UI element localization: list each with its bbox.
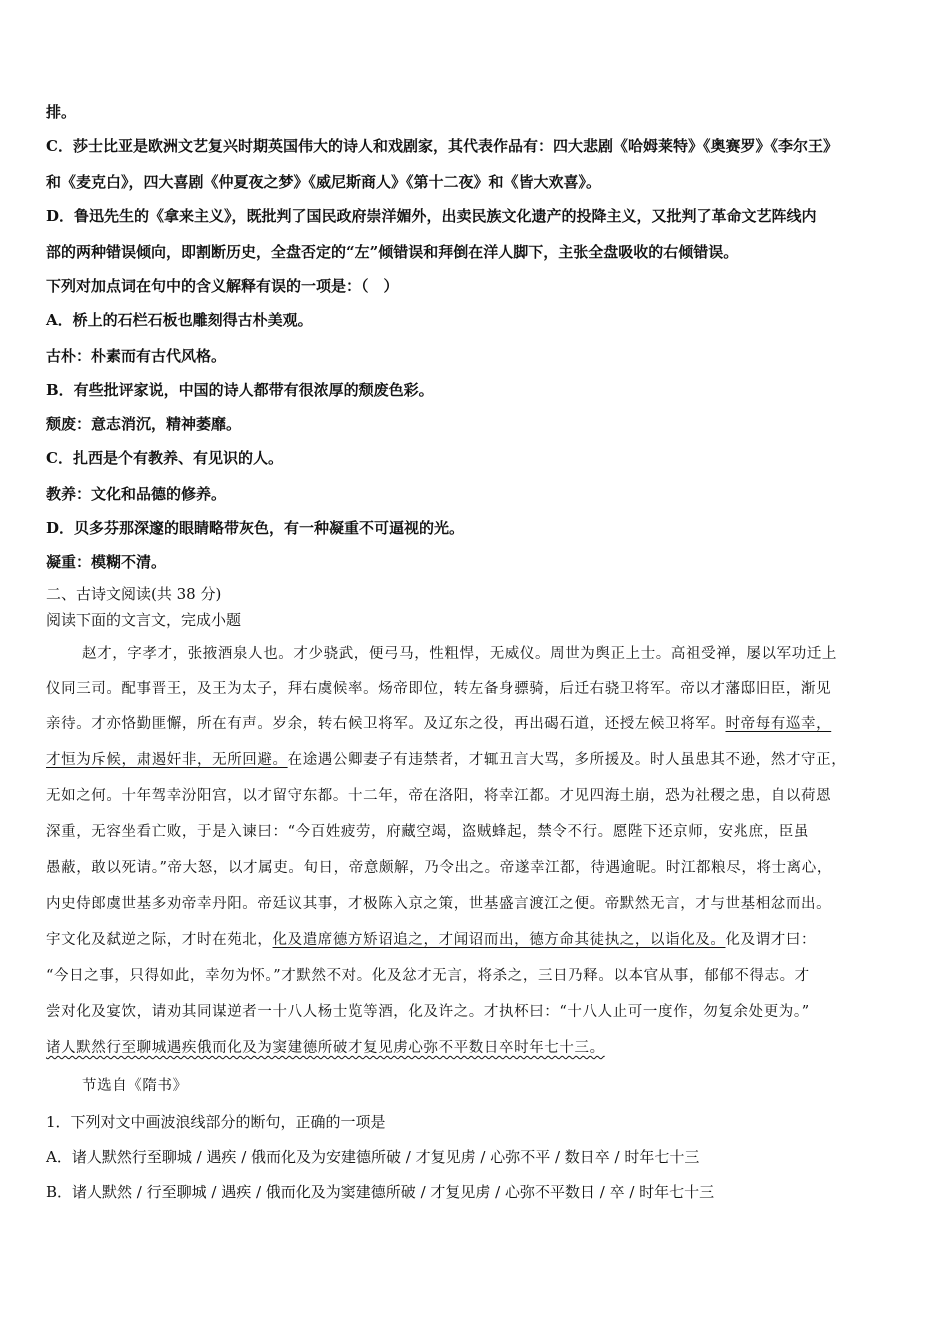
definition-line: 颓废：意志消沉，精神萎靡。: [46, 415, 242, 433]
text-line: 排。: [46, 103, 77, 121]
classical-text-line: 仪同三司。配事晋王，及王为太子，拜右虞候率。炀帝即位，转左备身骠骑，后迁右骁卫将军。帝以才藩邸旧臣，渐见: [46, 681, 832, 697]
plain-span: 在途遇公卿妻子有违禁者，才辄丑言大骂，多所援及。时人虽患其不逊，然才守正，: [287, 752, 847, 768]
plain-span: 亲待。才亦恪勤匪懈，所在有声。岁余，转右候卫将军。及辽东之役，再出碣石道，还授左候卫将军。: [46, 716, 726, 732]
classical-text-line: 深重，无容坐看亡败，于是入谏曰：“今百姓疲劳，府藏空竭，盗贼蜂起，禁令不行。愿陛下还京师，安兆庶，臣虽: [46, 824, 810, 840]
question-1-option-a: A．诸人默然行至聊城 / 遇疾 / 俄而化及为安建德所破 / 才复见虏 / 心弥不平 / 数日卒 / 时年七十三: [46, 1148, 700, 1166]
option-a-line: A．桥上的石栏石板也雕刻得古朴美观。: [46, 311, 313, 329]
question-stem: 下列对加点词在句中的含义解释有误的一项是：（ ）: [46, 277, 399, 295]
underlined-span: 才恒为斥候，肃遏奸非，无所回避。: [46, 752, 288, 768]
option-c-line: C．莎士比亚是欧洲文艺复兴时期英国伟大的诗人和戏剧家，其代表作品有：四大悲剧《哈姆莱特》《奥赛罗》《李尔王》: [46, 137, 838, 155]
classical-text-line: 无如之何。十年驾幸汾阳宫，以才留守东都。十二年，帝在洛阳，将幸江都。才见四海土崩，恐为社稷之患，自以荷恩: [46, 788, 832, 804]
definition-line: 古朴：朴素而有古代风格。: [46, 347, 227, 365]
option-b-line: B．有些批评家说，中国的诗人都带有很浓厚的颓废色彩。: [46, 381, 434, 399]
classical-text-line: 尝对化及宴饮，请劝其同谋逆者一十八人杨士览等酒，化及许之。才执杯曰：“十八人止可一度作，勿复余处更为。”: [46, 1004, 810, 1020]
classical-text-line: [46, 714, 906, 734]
wavy-underlined-span: 诸人默然行至聊城遇疾俄而化及为窦建德所破才复见虏心弥不平数日卒时年七十三。: [46, 1040, 605, 1056]
section-heading: 二、古诗文阅读(共 38 分): [46, 585, 222, 603]
classical-text-line: 内史侍郎虞世基多劝帝幸丹阳。帝廷议其事，才极陈入京之策，世基盛言渡江之便。帝默然无言，才与世基相忿而出。: [46, 896, 832, 912]
classical-text-line: 愚蔽，敢以死请。”帝大怒，以才属吏。旬日，帝意颇解，乃令出之。帝遂幸江都，待遇逾昵。时江都粮尽，将士离心，: [46, 860, 832, 876]
definition-line: 凝重：模糊不清。: [46, 553, 167, 571]
classical-text-line: [46, 930, 906, 950]
plain-span: 宇文化及弑逆之际，才时在苑北，: [46, 932, 273, 948]
plain-span: 化及谓才曰：: [725, 932, 817, 948]
source-note: 节选自《隋书》: [82, 1078, 188, 1094]
underlined-span: 化及遣席德方矫诏追之，才闻诏而出，德方命其徒执之，以诣化及。: [272, 932, 726, 948]
classical-text-line: 赵才，字孝才，张掖酒泉人也。才少骁武，便弓马，性粗悍，无威仪。周世为舆正上士。高祖受禅，屡以军功迁上: [82, 646, 837, 662]
classical-text-line: [46, 1038, 906, 1058]
option-d-line: D．贝多芬那深邃的眼睛略带灰色，有一种凝重不可逼视的光。: [46, 519, 465, 537]
text-line: 和《麦克白》，四大喜剧《仲夏夜之梦》《威尼斯商人》《第十二夜》和《皆大欢喜》。: [46, 173, 602, 191]
underlined-span: 时帝每有巡幸，: [725, 716, 832, 732]
option-c-line: C．扎西是个有教养、有见识的人。: [46, 449, 283, 467]
definition-line: 教养：文化和品德的修养。: [46, 485, 227, 503]
question-1: 1．下列对文中画波浪线部分的断句，正确的一项是: [46, 1113, 386, 1131]
section-instruction: 阅读下面的文言文，完成小题: [46, 611, 242, 629]
text-line: 部的两种错误倾向，即割断历史，全盘否定的“左”倾错误和拜倒在洋人脚下，主张全盘吸收的右倾错误。: [46, 243, 739, 261]
classical-text-line: [46, 750, 906, 770]
question-1-option-b: B．诸人默然 / 行至聊城 / 遇疾 / 俄而化及为窦建德所破 / 才复见虏 / 心弥不平数日 / 卒 / 时年七十三: [46, 1183, 715, 1201]
classical-text-line: “今日之事，只得如此，幸勿为怀。”才默然不对。化及忿才无言，将杀之，三日乃释。以本官从事，郁郁不得志。才: [46, 968, 810, 984]
option-d-line: D．鲁迅先生的《拿来主义》，既批判了国民政府崇洋媚外，出卖民族文化遗产的投降主义，又批判了革命文艺阵线内: [46, 207, 817, 225]
